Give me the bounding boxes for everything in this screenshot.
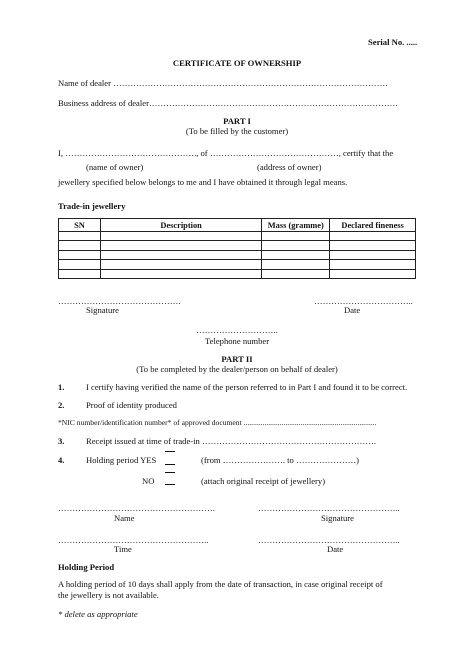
table-row: [59, 232, 416, 241]
nic-field[interactable]: *NIC number/identification number* of approved document ......................................................................: [58, 418, 377, 427]
declaration-text: jewellery specified below belongs to me and I have obtained it through legal means.: [58, 177, 348, 187]
owner-name-label: (name of owner): [86, 162, 144, 172]
signature-line[interactable]: …………………………………….: [58, 296, 181, 306]
table-cell[interactable]: [100, 241, 261, 250]
time-label: Time: [114, 544, 132, 554]
table-row: [59, 241, 416, 250]
table-cell[interactable]: [100, 269, 261, 278]
page-title: CERTIFICATE OF OWNERSHIP: [172, 58, 302, 68]
no-checkbox-top[interactable]: [165, 472, 175, 473]
signature2-label: Signature: [321, 513, 354, 523]
table-header-row: [59, 219, 416, 232]
table-cell[interactable]: [262, 250, 330, 259]
holding-yes-label: Holding period YES: [86, 455, 157, 465]
table-cell[interactable]: [59, 241, 101, 250]
table-cell[interactable]: [59, 269, 101, 278]
part1-subheading: (To be filled by the customer): [185, 126, 289, 136]
holding-text-line2: the jewellery is not available.: [58, 590, 159, 600]
date-line[interactable]: ……………………………..: [314, 296, 413, 306]
item1-text: I certify having verified the name of the person referred to in Part I and found it to be correct.: [86, 382, 408, 392]
time-line[interactable]: ……………………………………………..: [58, 535, 209, 545]
part1-heading: PART I: [223, 116, 251, 126]
table-cell[interactable]: [59, 232, 101, 241]
col-mass: Mass (gramme): [262, 219, 330, 232]
table-cell[interactable]: [330, 241, 416, 250]
part2-subheading: (To be completed by the dealer/person on behalf of dealer): [136, 364, 338, 374]
table-cell[interactable]: [262, 260, 330, 269]
table-cell[interactable]: [100, 260, 261, 269]
col-fineness: Declared fineness: [330, 219, 416, 232]
table-cell[interactable]: [330, 250, 416, 259]
yes-checkbox-bottom[interactable]: [165, 464, 175, 465]
table-row: [59, 260, 416, 269]
dealer-name-field[interactable]: Name of dealer ……………………………………………………………………………………: [58, 78, 389, 88]
yes-checkbox-top[interactable]: [165, 451, 175, 452]
no-instruction-text: (attach original receipt of jewellery): [201, 476, 326, 486]
no-checkbox-bottom[interactable]: [165, 484, 175, 485]
table-cell[interactable]: [100, 250, 261, 259]
tradein-table: [58, 218, 416, 279]
table-cell[interactable]: [59, 260, 101, 269]
holding-no-label: NO: [142, 476, 155, 486]
holding-heading: Holding Period: [58, 562, 115, 572]
table-row: [59, 269, 416, 278]
table-cell[interactable]: [59, 250, 101, 259]
table-cell[interactable]: [262, 232, 330, 241]
serial-number: Serial No. .....: [368, 37, 418, 47]
signature2-line[interactable]: …………………………………………..: [258, 503, 400, 513]
table-cell[interactable]: [330, 260, 416, 269]
telephone-label: Telephone number: [205, 336, 270, 346]
owner-address-label: (address of owner): [257, 162, 322, 172]
part2-heading: PART II: [221, 354, 253, 364]
table-cell[interactable]: [262, 241, 330, 250]
table-cell[interactable]: [100, 232, 261, 241]
item1-number: 1.: [58, 382, 65, 392]
item4-number: 4.: [58, 455, 65, 465]
tradein-label: Trade-in jewellery: [58, 201, 126, 211]
col-description: Description: [100, 219, 261, 232]
owner-declaration-line[interactable]: I, ………………………………………., of ………………………………………, certify that the: [58, 148, 394, 158]
item3-number: 3.: [58, 436, 65, 446]
item3-field[interactable]: Receipt issued at time of trade-in …………………………………………………….: [86, 436, 377, 446]
signature-label: Signature: [86, 305, 119, 315]
table-cell[interactable]: [330, 269, 416, 278]
col-sn: SN: [59, 219, 101, 232]
holding-from-to-field[interactable]: (from …………………. to …………………): [201, 455, 360, 465]
item2-text: Proof of identity produced: [86, 400, 177, 410]
footnote: * delete as appropriate: [58, 609, 138, 619]
table-cell[interactable]: [330, 232, 416, 241]
date2-line[interactable]: …………………………………………..: [258, 535, 400, 545]
holding-text-line1: A holding period of 10 days shall apply from the date of transaction, in case original receipt of: [58, 579, 383, 589]
item2-number: 2.: [58, 400, 65, 410]
dealer-address-field[interactable]: Business address of dealer……………………………………………………………………………: [58, 98, 399, 108]
date-label: Date: [344, 305, 361, 315]
table-row: [59, 250, 416, 259]
date2-label: Date: [327, 544, 344, 554]
name-label: Name: [114, 513, 135, 523]
name-line[interactable]: ……………………………………………….: [58, 503, 215, 513]
telephone-line[interactable]: ………………………..: [196, 325, 278, 335]
table-cell[interactable]: [262, 269, 330, 278]
